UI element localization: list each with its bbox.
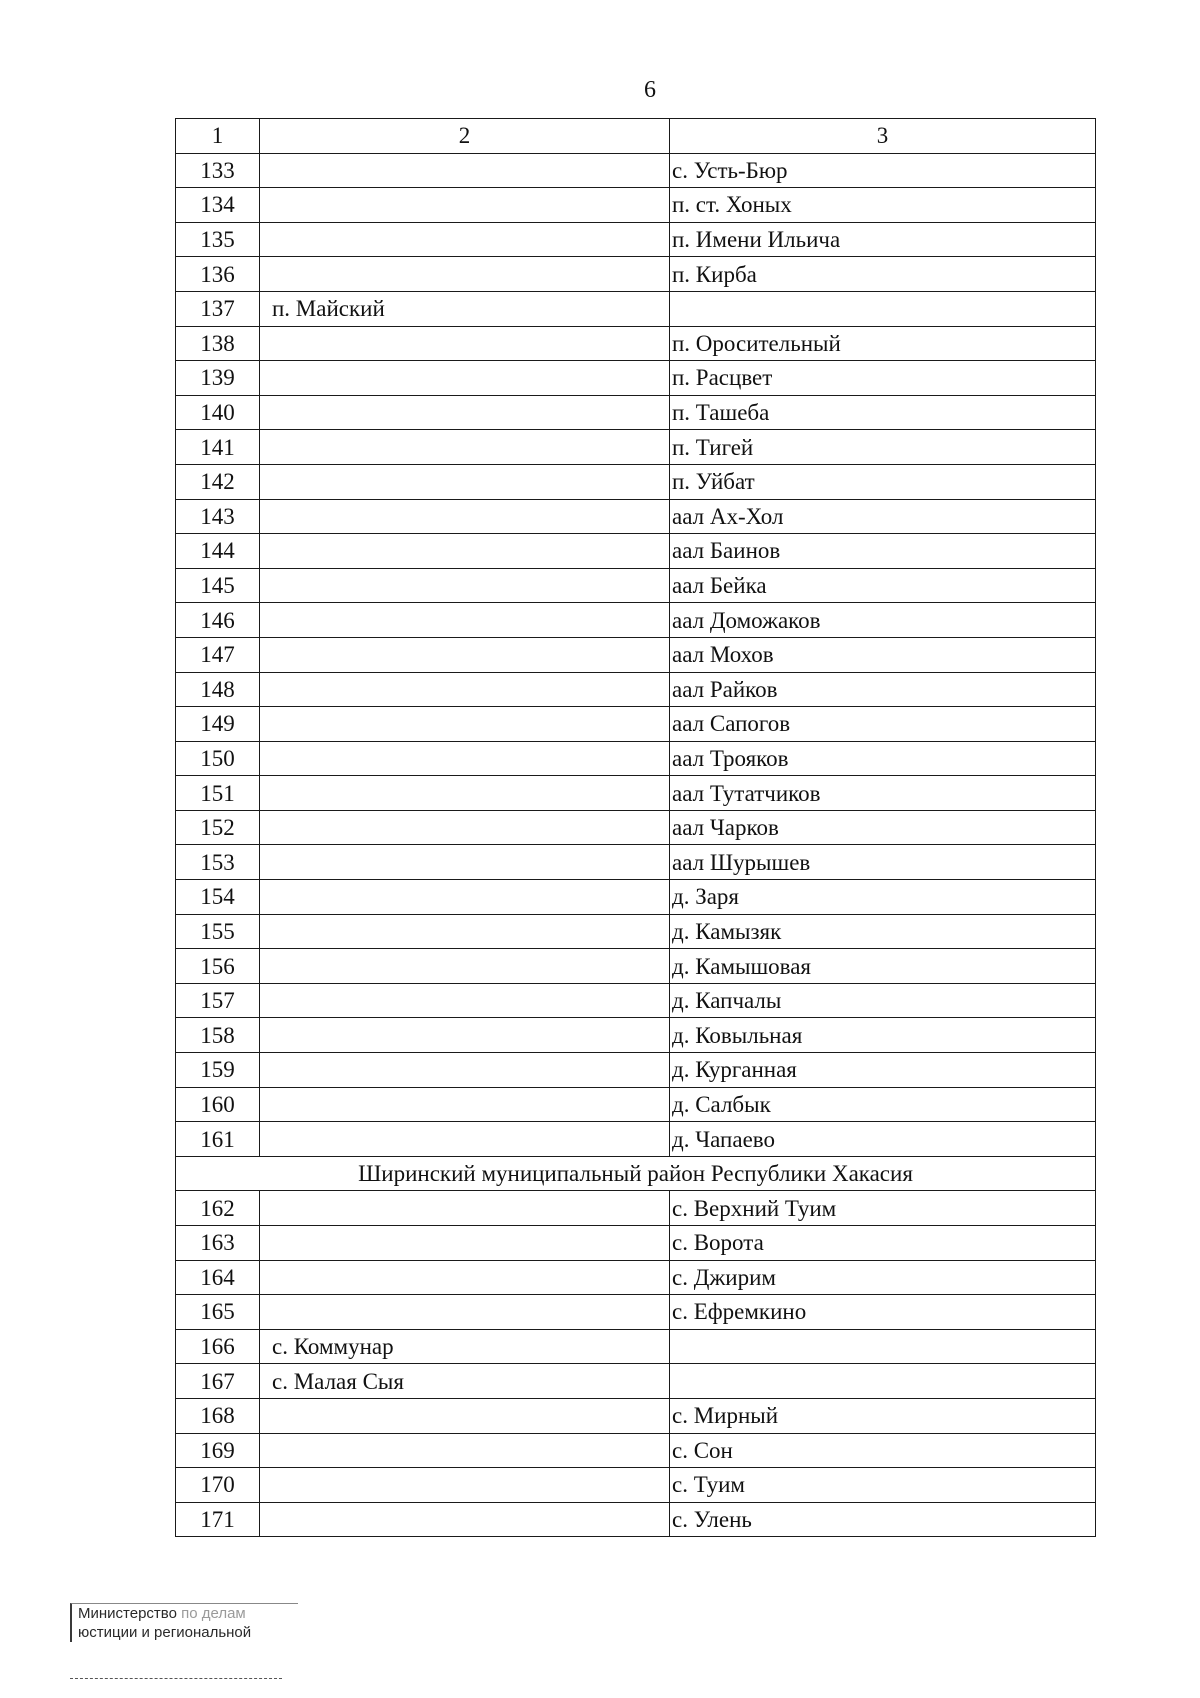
settlement-col3-cell: с. Улень xyxy=(670,1502,1096,1537)
settlement-col2-cell xyxy=(260,1502,670,1537)
settlement-col3-cell: с. Верхний Туим xyxy=(670,1191,1096,1226)
settlement-col2-cell xyxy=(260,464,670,499)
settlement-col2-cell xyxy=(260,810,670,845)
table-row xyxy=(176,222,1096,257)
settlement-col2-cell xyxy=(260,395,670,430)
settlement-col2-cell: с. Малая Сыя xyxy=(260,1364,670,1399)
settlement-col2-cell xyxy=(260,672,670,707)
settlement-col2-cell xyxy=(260,983,670,1018)
settlement-col2-cell xyxy=(260,1295,670,1330)
settlement-col2-cell xyxy=(260,1433,670,1468)
header-cell-3: 3 xyxy=(670,119,1096,154)
table-row xyxy=(176,983,1096,1018)
row-number-cell: 136 xyxy=(176,257,260,292)
header-cell-1: 1 xyxy=(176,119,260,154)
table-row xyxy=(176,741,1096,776)
settlement-col3-cell: д. Ковыльная xyxy=(670,1018,1096,1053)
page-number: 6 xyxy=(644,77,656,103)
table-row xyxy=(176,153,1096,188)
row-number-cell: 171 xyxy=(176,1502,260,1537)
settlement-col3-cell: п. Кирба xyxy=(670,257,1096,292)
settlement-col2-cell xyxy=(260,707,670,742)
table-body xyxy=(176,119,1096,1537)
row-number-cell: 164 xyxy=(176,1260,260,1295)
settlement-col3-cell: аал Сапогов xyxy=(670,707,1096,742)
settlements-table xyxy=(175,118,1096,1537)
row-number-cell: 152 xyxy=(176,810,260,845)
table-row xyxy=(176,1122,1096,1157)
settlement-col3-cell: аал Мохов xyxy=(670,637,1096,672)
table-row xyxy=(176,1468,1096,1503)
settlement-col2-cell xyxy=(260,1122,670,1157)
header-cell-2: 2 xyxy=(260,119,670,154)
table-row xyxy=(176,1018,1096,1053)
table-row xyxy=(176,361,1096,396)
settlement-col2-cell xyxy=(260,222,670,257)
settlement-col3-cell: аал Доможаков xyxy=(670,603,1096,638)
settlement-col3-cell: аал Тутатчиков xyxy=(670,776,1096,811)
settlement-col3-cell: с. Сон xyxy=(670,1433,1096,1468)
settlement-col3-cell: аал Райков xyxy=(670,672,1096,707)
settlement-col2-cell xyxy=(260,1468,670,1503)
settlement-col2-cell xyxy=(260,1018,670,1053)
settlement-col3-cell: д. Чапаево xyxy=(670,1122,1096,1157)
settlement-col3-cell: аал Шурышев xyxy=(670,845,1096,880)
row-number-cell: 147 xyxy=(176,637,260,672)
table-row xyxy=(176,1398,1096,1433)
settlement-col3-cell: д. Курганная xyxy=(670,1053,1096,1088)
table-row xyxy=(176,1053,1096,1088)
table-row xyxy=(176,949,1096,984)
settlement-col2-cell xyxy=(260,326,670,361)
table-row xyxy=(176,1329,1096,1364)
row-number-cell: 143 xyxy=(176,499,260,534)
row-number-cell: 150 xyxy=(176,741,260,776)
table-row xyxy=(176,776,1096,811)
table-row xyxy=(176,845,1096,880)
settlement-col2-cell xyxy=(260,1087,670,1122)
table-row xyxy=(176,291,1096,326)
settlement-col3-cell: д. Капчалы xyxy=(670,983,1096,1018)
table-row xyxy=(176,637,1096,672)
row-number-cell: 160 xyxy=(176,1087,260,1122)
settlement-col2-cell xyxy=(260,1260,670,1295)
table-header-row xyxy=(176,119,1096,154)
table-row xyxy=(176,395,1096,430)
table-row xyxy=(176,1502,1096,1537)
settlement-col3-cell: с. Усть-Бюр xyxy=(670,153,1096,188)
table-row xyxy=(176,603,1096,638)
table-row xyxy=(176,326,1096,361)
settlement-col3-cell: аал Бейка xyxy=(670,568,1096,603)
settlement-col2-cell xyxy=(260,499,670,534)
row-number-cell: 154 xyxy=(176,880,260,915)
row-number-cell: 146 xyxy=(176,603,260,638)
settlement-col2-cell xyxy=(260,430,670,465)
stamp-line-1-faded-text: по делам xyxy=(181,1605,246,1622)
settlement-col2-cell xyxy=(260,1053,670,1088)
row-number-cell: 148 xyxy=(176,672,260,707)
table-row xyxy=(176,1191,1096,1226)
settlement-col3-cell: д. Камышовая xyxy=(670,949,1096,984)
settlement-col3-cell: аал Трояков xyxy=(670,741,1096,776)
row-number-cell: 159 xyxy=(176,1053,260,1088)
table-row xyxy=(176,534,1096,569)
row-number-cell: 163 xyxy=(176,1226,260,1261)
row-number-cell: 165 xyxy=(176,1295,260,1330)
settlement-col2-cell xyxy=(260,188,670,223)
settlement-col3-cell: с. Ворота xyxy=(670,1226,1096,1261)
table-row xyxy=(176,1433,1096,1468)
row-number-cell: 139 xyxy=(176,361,260,396)
row-number-cell: 142 xyxy=(176,464,260,499)
row-number-cell: 135 xyxy=(176,222,260,257)
row-number-cell: 145 xyxy=(176,568,260,603)
table-row xyxy=(176,880,1096,915)
row-number-cell: 169 xyxy=(176,1433,260,1468)
settlement-col2-cell xyxy=(260,361,670,396)
table-row xyxy=(176,1260,1096,1295)
row-number-cell: 138 xyxy=(176,326,260,361)
settlement-col3-cell: аал Чарков xyxy=(670,810,1096,845)
table-row xyxy=(176,430,1096,465)
table-row xyxy=(176,672,1096,707)
settlement-col2-cell xyxy=(260,1226,670,1261)
stamp-line-1-text: Министерство xyxy=(78,1605,177,1622)
settlement-col3-cell: п. Ташеба xyxy=(670,395,1096,430)
settlement-col2-cell xyxy=(260,949,670,984)
settlement-col2-cell xyxy=(260,534,670,569)
row-number-cell: 137 xyxy=(176,291,260,326)
row-number-cell: 149 xyxy=(176,707,260,742)
row-number-cell: 141 xyxy=(176,430,260,465)
stamp-line-2: юстиции и региональной xyxy=(78,1624,252,1641)
row-number-cell: 162 xyxy=(176,1191,260,1226)
row-number-cell: 157 xyxy=(176,983,260,1018)
settlement-col3-cell: с. Ефремкино xyxy=(670,1295,1096,1330)
settlement-col3-cell: п. Оросительный xyxy=(670,326,1096,361)
section-row xyxy=(176,1156,1096,1191)
ministry-stamp xyxy=(70,1603,298,1642)
table-row xyxy=(176,1226,1096,1261)
settlement-col2-cell: с. Коммунар xyxy=(260,1329,670,1364)
row-number-cell: 151 xyxy=(176,776,260,811)
settlement-col2-cell xyxy=(260,1398,670,1433)
table-row xyxy=(176,464,1096,499)
table-row xyxy=(176,1364,1096,1399)
settlement-col3-cell: с. Туим xyxy=(670,1468,1096,1503)
row-number-cell: 144 xyxy=(176,534,260,569)
row-number-cell: 168 xyxy=(176,1398,260,1433)
settlement-col3-cell: п. ст. Хоных xyxy=(670,188,1096,223)
stamp-underline xyxy=(70,1678,282,1679)
row-number-cell: 161 xyxy=(176,1122,260,1157)
settlement-col2-cell xyxy=(260,776,670,811)
settlement-col2-cell xyxy=(260,603,670,638)
table-row xyxy=(176,914,1096,949)
settlement-col3-cell: д. Камызяк xyxy=(670,914,1096,949)
settlement-col3-cell xyxy=(670,1329,1096,1364)
table-row xyxy=(176,568,1096,603)
settlement-col3-cell xyxy=(670,1364,1096,1399)
settlement-col2-cell xyxy=(260,1191,670,1226)
table-row xyxy=(176,707,1096,742)
table-row xyxy=(176,1087,1096,1122)
settlement-col3-cell: д. Заря xyxy=(670,880,1096,915)
settlement-col2-cell xyxy=(260,880,670,915)
stamp-line-1 xyxy=(78,1604,298,1623)
settlement-col3-cell xyxy=(670,291,1096,326)
row-number-cell: 166 xyxy=(176,1329,260,1364)
table-row xyxy=(176,257,1096,292)
settlement-col3-cell: аал Баинов xyxy=(670,534,1096,569)
settlement-col3-cell: п. Уйбат xyxy=(670,464,1096,499)
row-number-cell: 140 xyxy=(176,395,260,430)
table-row xyxy=(176,188,1096,223)
settlement-col3-cell: аал Ах-Хол xyxy=(670,499,1096,534)
settlement-col3-cell: п. Имени Ильича xyxy=(670,222,1096,257)
table-row xyxy=(176,810,1096,845)
settlement-col2-cell xyxy=(260,845,670,880)
row-number-cell: 156 xyxy=(176,949,260,984)
row-number-cell: 134 xyxy=(176,188,260,223)
section-title: Ширинский муниципальный район Республики Хакасия xyxy=(176,1156,1096,1191)
row-number-cell: 133 xyxy=(176,153,260,188)
settlement-col2-cell xyxy=(260,257,670,292)
row-number-cell: 153 xyxy=(176,845,260,880)
settlement-col3-cell: с. Мирный xyxy=(670,1398,1096,1433)
table-row xyxy=(176,1295,1096,1330)
settlement-col3-cell: п. Расцвет xyxy=(670,361,1096,396)
settlement-col3-cell: д. Салбык xyxy=(670,1087,1096,1122)
settlement-col2-cell xyxy=(260,741,670,776)
settlement-col3-cell: п. Тигей xyxy=(670,430,1096,465)
settlement-col2-cell xyxy=(260,637,670,672)
settlement-col2-cell: п. Майский xyxy=(260,291,670,326)
row-number-cell: 167 xyxy=(176,1364,260,1399)
settlement-col2-cell xyxy=(260,153,670,188)
table-row xyxy=(176,499,1096,534)
settlement-col2-cell xyxy=(260,914,670,949)
settlement-col2-cell xyxy=(260,568,670,603)
row-number-cell: 155 xyxy=(176,914,260,949)
row-number-cell: 158 xyxy=(176,1018,260,1053)
settlement-col3-cell: с. Джирим xyxy=(670,1260,1096,1295)
row-number-cell: 170 xyxy=(176,1468,260,1503)
